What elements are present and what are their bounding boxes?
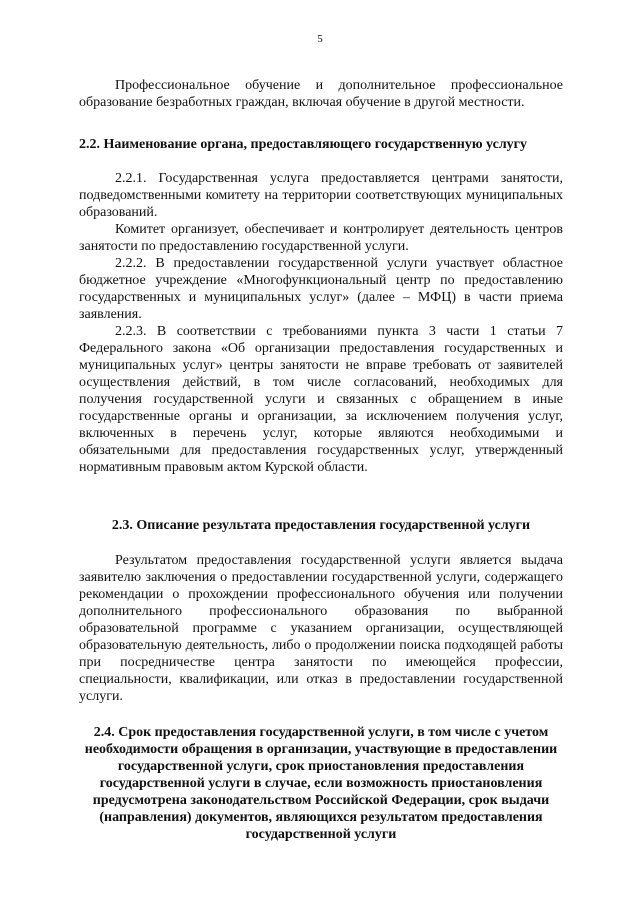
paragraph-2-2-2: 2.2.2. В предоставлении государственной услуги участвует областное бюджетное учреждение «Многофункциональный центр по предоставлению государственных и муниципальных услуг» (далее – МФЦ) в части приема заявления. bbox=[79, 256, 563, 322]
paragraph-2-2-3: 2.2.3. В соответствии с требованиями пункта 3 части 1 статьи 7 Федерального закона «Об организации предоставления государственных и муниципальных услуг» центры занятости не вправе требовать от заявителей осуществления действий, в том числе согласований, необходимых для получения государственной услуги и связанных с обращением в иные государственные органы и организации, за исключением получения услуг, включенных в перечень услуг, которые являются необходимыми и обязательными для предоставления государственных услуг, утвержденный нормативным правовым актом Курской области. bbox=[79, 324, 563, 475]
section-2-2-heading: 2.2. Наименование органа, предоставляющего государственную услугу bbox=[79, 137, 528, 152]
paragraph-2-2-1-committee: Комитет организует, обеспечивает и контролирует деятельность центров занятости по предоставлению государственной услуги. bbox=[79, 222, 563, 254]
intro-block bbox=[79, 77, 563, 111]
section-2-4-heading: 2.4. Срок предоставления государственной услуги, в том числе с учетом необходимости обращения в организации, участвующие в предоставлении государственной услуги, срок приостановления предоставления государственной услуги в случае, если возможность приостановления предусмотрена законодательством Российской Федерации, срок выдачи (направления) документов, являющихся результатом предоставления государственной услуги bbox=[84, 725, 558, 842]
section-2-3-heading: 2.3. Описание результата предоставления государственной услуги bbox=[111, 518, 531, 533]
section-2-2-body bbox=[79, 170, 563, 476]
section-2-3-body bbox=[79, 552, 563, 705]
intro-paragraph: Профессиональное обучение и дополнительное профессиональное образование безработных граждан, включая обучение в другой местности. bbox=[79, 78, 563, 110]
paragraph-2-3-result: Результатом предоставления государственной услуги является выдача заявителю заключения о предоставлении государственной услуги, содержащего рекомендации о прохождении профессионального обучения или получении дополнительного профессионального образования по выбранной образовательной программе с указанием организации, осуществляющей образовательную деятельность, либо о продолжении поиска подходящей работы при посредничестве центра занятости по имеющейся профессии, специальности, квалификации, или отказ в предоставлении государственной услуги. bbox=[79, 553, 563, 704]
paragraph-2-2-1: 2.2.1. Государственная услуга предоставляется центрами занятости, подведомственными комитету на территории соответствующих муниципальных образований. bbox=[79, 171, 563, 220]
page-number: 5 bbox=[317, 33, 323, 45]
